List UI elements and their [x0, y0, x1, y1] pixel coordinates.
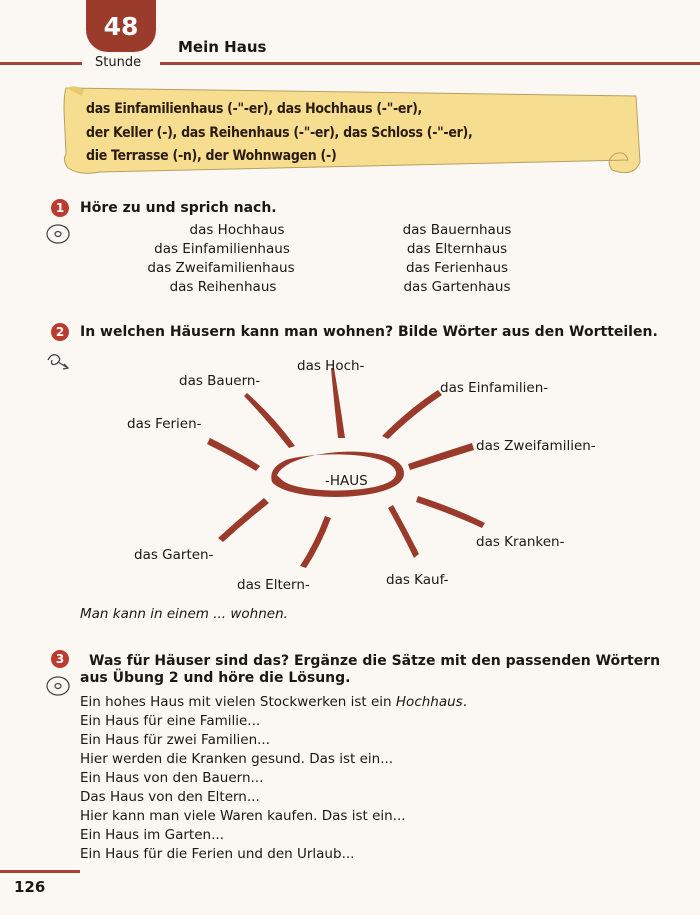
- exercise-2-example: Man kann in einem ... wohnen.: [80, 606, 288, 622]
- exercise-3-sentence: Ein Haus für zwei Familien...: [80, 732, 270, 748]
- ex1-word: das Zweifamilienhaus: [147, 260, 295, 276]
- answer-word: Hochhaus: [395, 694, 463, 710]
- exercise-3-instruction-line1: Was für Häuser sind das? Ergänze die Sätze mit den passenden Wörtern: [89, 653, 661, 669]
- word-part-bauern: das Bauern-: [179, 373, 261, 389]
- word-part-kauf: das Kauf-: [386, 572, 449, 588]
- footer-rule: [0, 870, 80, 873]
- header-rule-right: [160, 62, 700, 65]
- ex1-word: das Ferienhaus: [405, 260, 509, 276]
- ex1-word: das Einfamilienhaus: [154, 241, 290, 257]
- ex1-word: das Gartenhaus: [403, 279, 511, 295]
- word-part-zweifamilien: das Zweifamilien-: [476, 438, 596, 454]
- exercise-3-number: 3: [51, 650, 69, 668]
- exercise-2-instruction: In welchen Häusern kann man wohnen? Bilde Wörter aus den Wortteilen.: [80, 324, 658, 340]
- lesson-number-badge: 48: [86, 0, 156, 52]
- exercise-3-sentence: Ein Haus von den Bauern...: [80, 770, 264, 786]
- vocab-line-3: die Terrasse (-n), der Wohnwagen (-): [86, 148, 337, 164]
- exercise-3-sentence: Ein Haus im Garten...: [80, 827, 224, 843]
- write-icon: [44, 350, 72, 372]
- sun-center-label: -HAUS: [325, 473, 368, 489]
- page-number: 126: [14, 878, 46, 896]
- exercise-3-sentence: Hier kann man viele Waren kaufen. Das ist ein...: [80, 808, 406, 824]
- vocab-line-2: der Keller (-), das Reihenhaus (-"-er), das Schloss (-"-er),: [86, 125, 473, 141]
- vocab-line-1: das Einfamilienhaus (-"-er), das Hochhaus (-"-er),: [86, 101, 423, 117]
- exercise-3-instruction-line2: aus Übung 2 und höre die Lösung.: [80, 670, 351, 686]
- word-part-ferien: das Ferien-: [127, 416, 202, 432]
- exercise-1-instruction: Höre zu und sprich nach.: [80, 200, 277, 216]
- lesson-label: Stunde: [95, 55, 142, 70]
- exercise-3-sentence: Das Haus von den Eltern...: [80, 789, 260, 805]
- ex1-word: das Elternhaus: [406, 241, 508, 257]
- ex1-word: das Hochhaus: [189, 222, 285, 238]
- header-rule-left: [0, 62, 82, 65]
- word-part-eltern: das Eltern-: [237, 577, 310, 593]
- exercise-3-sentence: Hier werden die Kranken gesund. Das ist ein...: [80, 751, 394, 767]
- word-part-garten: das Garten-: [134, 547, 214, 563]
- word-part-hoch: das Hoch-: [297, 358, 365, 374]
- exercise-3-sentence-1: Ein hohes Haus mit vielen Stockwerken ist ein Hochhaus.: [80, 694, 468, 710]
- audio-cd-icon: [44, 674, 74, 698]
- page-title: Mein Haus: [178, 38, 267, 56]
- exercise-2-number: 2: [51, 323, 69, 341]
- word-part-einfamilien: das Einfamilien-: [440, 380, 549, 396]
- exercise-1-number: 1: [51, 199, 69, 217]
- ex1-word: das Reihenhaus: [169, 279, 277, 295]
- exercise-3-sentence: Ein Haus für eine Familie...: [80, 713, 261, 729]
- word-part-kranken: das Kranken-: [476, 534, 565, 550]
- audio-cd-icon: [44, 222, 74, 246]
- ex1-word: das Bauernhaus: [402, 222, 512, 238]
- exercise-3-sentence: Ein Haus für die Ferien und den Urlaub...: [80, 846, 355, 862]
